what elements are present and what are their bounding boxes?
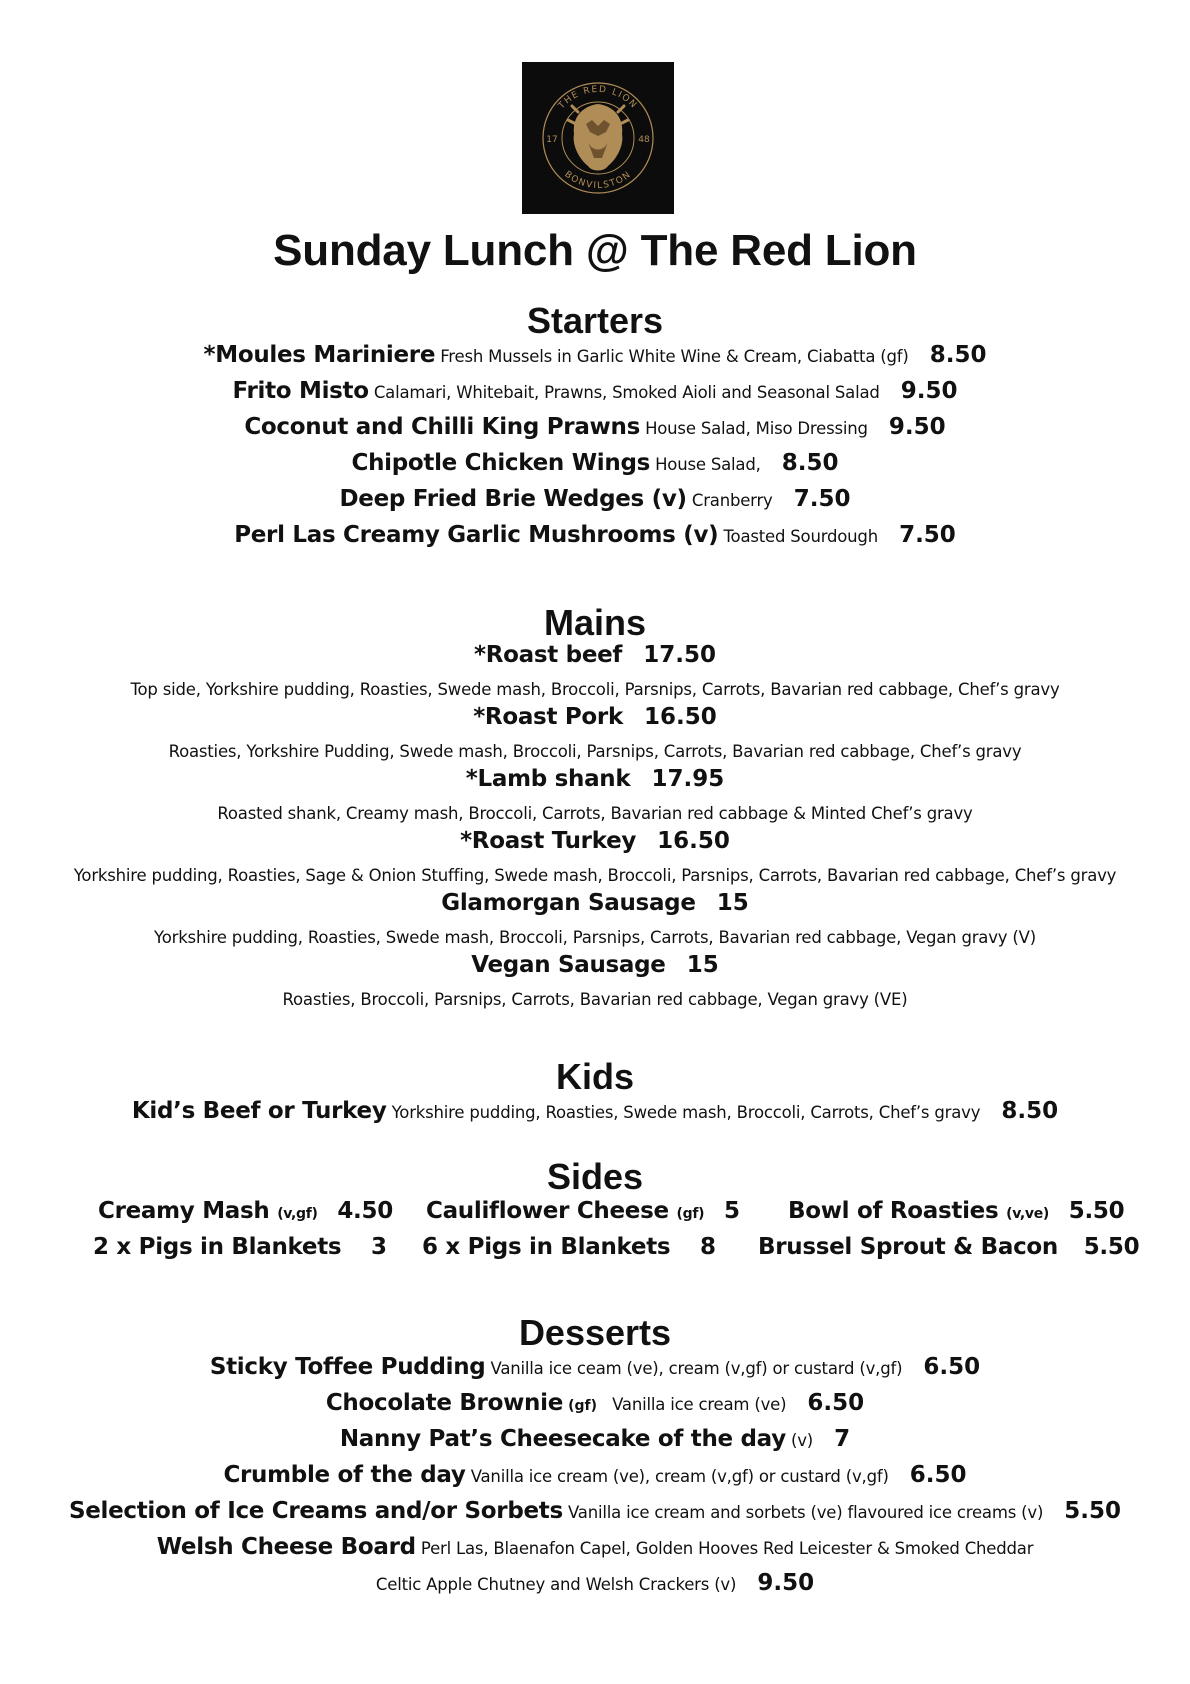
- item-name: Chocolate Brownie: [325, 1390, 564, 1416]
- item-desc: Roasties, Broccoli, Parsnips, Carrots, Bavarian red cabbage, Vegan gravy (VE): [282, 990, 908, 1009]
- item-price: 8.50: [929, 342, 987, 368]
- list-item: [93, 1234, 387, 1260]
- item-desc: House Salad,: [655, 455, 761, 474]
- logo-name: THE RED LION: [556, 84, 640, 112]
- item-name: *Roast Turkey: [460, 828, 637, 854]
- item-name: *Roast beef: [474, 642, 623, 668]
- list-item: [0, 486, 1190, 512]
- item-price: 7: [834, 1426, 851, 1452]
- list-item: [0, 1534, 1190, 1560]
- logo-place: BONVILSTON: [562, 169, 634, 192]
- item-price: 4.50: [337, 1198, 393, 1224]
- item-name: Bowl of Roasties: [788, 1198, 999, 1224]
- list-item: [0, 766, 1190, 792]
- item-tag: (v,ve): [1006, 1206, 1050, 1222]
- desserts-heading: Desserts: [518, 1312, 672, 1353]
- item-desc: Perl Las, Blaenafon Capel, Golden Hooves Red Leicester & Smoked Cheddar: [420, 1539, 1034, 1558]
- item-price: 9.50: [888, 414, 946, 440]
- item-price: 15: [716, 890, 749, 916]
- list-item: [0, 1098, 1190, 1124]
- item-price: 7.50: [899, 522, 956, 548]
- item-desc: Fresh Mussels in Garlic White Wine & Cream, Ciabatta (gf): [440, 347, 909, 366]
- item-name: Nanny Pat’s Cheesecake of the day: [339, 1426, 786, 1452]
- item-price: 17.95: [651, 766, 725, 792]
- list-item: [0, 952, 1190, 978]
- item-desc: Cranberry: [691, 491, 773, 510]
- list-item: [0, 342, 1190, 368]
- item-name: Creamy Mash: [98, 1198, 270, 1224]
- item-name: *Moules Mariniere: [203, 342, 436, 368]
- item-name: Chipotle Chicken Wings: [351, 450, 650, 476]
- item-desc: Yorkshire pudding, Roasties, Swede mash, Broccoli, Carrots, Chef’s gravy: [391, 1103, 981, 1122]
- item-name: Coconut and Chilli King Prawns: [244, 414, 640, 440]
- item-name: Crumble of the day: [223, 1462, 466, 1488]
- item-desc: Toasted Sourdough: [723, 527, 878, 546]
- starters-heading: Starters: [526, 300, 664, 341]
- list-item: [0, 1498, 1190, 1524]
- list-item: [0, 414, 1190, 440]
- lion-head-icon: [568, 104, 628, 171]
- item-price: 3: [371, 1234, 387, 1260]
- logo-year-left: 17: [546, 135, 558, 145]
- item-price: 5: [723, 1198, 740, 1224]
- logo-year-right: 48: [638, 135, 650, 145]
- item-name: Brussel Sprout & Bacon: [758, 1234, 1058, 1260]
- list-item: [0, 450, 1190, 476]
- list-item: [0, 522, 1190, 548]
- list-item: [98, 1198, 393, 1224]
- item-name: Welsh Cheese Board: [156, 1534, 416, 1560]
- item-name: Sticky Toffee Pudding: [209, 1354, 486, 1380]
- item-price: 17.50: [643, 642, 716, 668]
- item-desc: Top side, Yorkshire pudding, Roasties, Swede mash, Broccoli, Parsnips, Carrots, Bavarian red cabbage, Chef’s gravy: [130, 680, 1060, 699]
- list-item: [788, 1198, 1124, 1224]
- item-price: 6.50: [807, 1390, 865, 1416]
- item-name: Cauliflower Cheese: [426, 1198, 669, 1224]
- item-desc: Vanilla ice cream (ve): [612, 1395, 787, 1414]
- item-desc: Vanilla ice cream and sorbets (ve) flavoured ice creams (v): [567, 1503, 1044, 1522]
- item-name: Glamorgan Sausage: [441, 890, 696, 916]
- list-item: [0, 1354, 1190, 1380]
- item-name: Kid’s Beef or Turkey: [131, 1098, 387, 1124]
- list-item: [0, 642, 1190, 668]
- item-desc: House Salad, Miso Dressing: [645, 419, 868, 438]
- item-price: 5.50: [1083, 1234, 1140, 1260]
- item-price: 9.50: [757, 1570, 815, 1596]
- item-name: Deep Fried Brie Wedges (v): [339, 486, 687, 512]
- item-tag: (gf): [568, 1398, 598, 1414]
- item-price: 8: [700, 1234, 716, 1260]
- list-item: [422, 1234, 716, 1260]
- sides-heading: Sides: [546, 1156, 644, 1197]
- item-price: 5.50: [1064, 1498, 1122, 1524]
- item-desc: Yorkshire pudding, Roasties, Swede mash, Broccoli, Parsnips, Carrots, Bavarian red cabbage, Vegan gravy (V): [154, 928, 1036, 947]
- item-desc: Yorkshire pudding, Roasties, Sage & Onion Stuffing, Swede mash, Broccoli, Parsnips, Carrots, Bavarian red cabbage, Chef’s gravy: [73, 866, 1117, 885]
- item-price: 15: [686, 952, 719, 978]
- item-name: Vegan Sausage: [471, 952, 666, 978]
- item-name: 6 x Pigs in Blankets: [422, 1234, 671, 1260]
- list-item: [426, 1198, 740, 1224]
- list-item: [0, 1426, 1190, 1452]
- list-item: [758, 1234, 1139, 1260]
- item-tag: (gf): [676, 1206, 705, 1222]
- svg-text:BONVILSTON: [562, 170, 633, 192]
- item-name: Perl Las Creamy Garlic Mushrooms (v): [234, 522, 719, 548]
- kids-heading: Kids: [555, 1056, 634, 1097]
- item-desc: (v): [790, 1431, 814, 1450]
- item-name: Frito Misto: [232, 378, 369, 404]
- list-item: [0, 1390, 1190, 1416]
- page-title: Sunday Lunch @ The Red Lion: [273, 226, 917, 275]
- mains-heading: Mains: [543, 602, 647, 643]
- item-price: 16.50: [657, 828, 730, 854]
- item-price: 6.50: [909, 1462, 967, 1488]
- item-name: Selection of Ice Creams and/or Sorbets: [68, 1498, 563, 1524]
- item-price: 9.50: [900, 378, 958, 404]
- item-desc: Roasties, Yorkshire Pudding, Swede mash, Broccoli, Parsnips, Carrots, Bavarian red cabbage, Chef’s gravy: [168, 742, 1022, 761]
- item-price: 6.50: [923, 1354, 981, 1380]
- item-price: 16.50: [644, 704, 717, 730]
- item-price: 8.50: [781, 450, 839, 476]
- item-desc: Celtic Apple Chutney and Welsh Crackers (v): [375, 1575, 737, 1594]
- list-item: [0, 890, 1190, 916]
- item-desc: Calamari, Whitebait, Prawns, Smoked Aioli and Seasonal Salad: [373, 383, 880, 402]
- list-item: [0, 378, 1190, 404]
- list-item: [0, 1462, 1190, 1488]
- list-item: [0, 1570, 1190, 1596]
- item-price: 5.50: [1068, 1198, 1125, 1224]
- item-tag: (v,gf): [277, 1206, 318, 1222]
- item-desc: Vanilla ice cream (ve), cream (v,gf) or custard (v,gf): [470, 1467, 889, 1486]
- item-price: 7.50: [793, 486, 851, 512]
- list-item: [0, 828, 1190, 854]
- logo: [522, 62, 674, 214]
- list-item: [0, 704, 1190, 730]
- item-name: 2 x Pigs in Blankets: [93, 1234, 342, 1260]
- item-name: *Lamb shank: [465, 766, 631, 792]
- item-desc: Vanilla ice ceam (ve), cream (v,gf) or custard (v,gf): [490, 1359, 903, 1378]
- item-desc: Roasted shank, Creamy mash, Broccoli, Carrots, Bavarian red cabbage & Minted Chef’s gravy: [217, 804, 973, 823]
- item-price: 8.50: [1001, 1098, 1059, 1124]
- item-name: *Roast Pork: [473, 704, 623, 730]
